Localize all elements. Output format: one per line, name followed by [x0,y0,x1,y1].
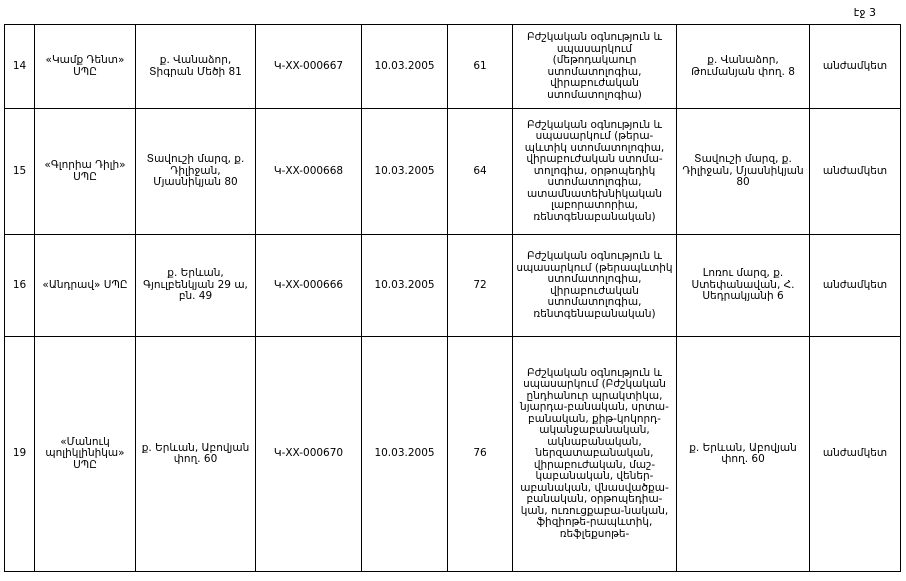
services-description: Բժշկական օգնություն և սպասարկում (մեթոդակաուր ստոմատոլոգիա, վիրաբուժական ստոմատոլոգիա) [513,25,677,109]
license-registry-table [4,24,901,572]
legal-address: ք. Երևան, Աբովյան փող. 60 [136,337,256,572]
license-number: Կ-XX-000667 [256,25,362,109]
services-description: Բժշկական օգնություն և սպասարկում (Բժշկական ընդհանուր պրակտիկա, նյարդա-բանական, սրտա-բանական, քիթ-կոկորդ-ականջաբանական, ակնաբանական, ներզատաբանական, վիրաբուժական, մաշ-կաբանական, վեներ-աբանական, վնասվածքա-բանական, օրթոպեդիա-կան, ուռուցքաբա-նական, ֆիզիոթե-րապևտիկ, ռեֆլեքսոթե- [513,337,677,572]
organization-name: «Կամք Դենտ» ՍՊԸ [35,25,136,109]
table-row [5,25,901,109]
organization-name: «Մանուկ պոլիկլինիկա» ՍՊԸ [35,337,136,572]
row-number: 19 [5,337,35,572]
decision-number: 76 [448,337,513,572]
license-number: Կ-XX-000668 [256,109,362,235]
table-row [5,235,901,337]
validity-term: անժամկետ [810,235,901,337]
row-number: 15 [5,109,35,235]
legal-address: ք. Երևան, Գյուլբենկյան 29 ա, բն. 49 [136,235,256,337]
legal-address: ք. Վանաձոր, Տիգրան Մեծի 81 [136,25,256,109]
issue-date: 10.03.2005 [362,109,448,235]
activity-location: ք. Երևան, Աբովյան փող. 60 [677,337,810,572]
issue-date: 10.03.2005 [362,235,448,337]
legal-address: Տավուշի մարզ, ք. Դիլիջան, Մյասնիկյան 80 [136,109,256,235]
activity-location: Տավուշի մարզ, ք. Դիլիջան, Մյասնիկյան 80 [677,109,810,235]
activity-location: ք. Վանաձոր, Թումանյան փող. 8 [677,25,810,109]
license-number: Կ-XX-000670 [256,337,362,572]
issue-date: 10.03.2005 [362,25,448,109]
activity-location: Լոռու մարզ, ք. Ստեփանավան, Հ. Սեդրակյանի 6 [677,235,810,337]
table-row [5,109,901,235]
decision-number: 72 [448,235,513,337]
services-description: Բժշկական օգնություն և սպասարկում (թերապևտիկ ստոմատոլոգիա, վիրաբուժական ստոմատոլոգիա, ռենտգենաբանական) [513,235,677,337]
validity-term: անժամկետ [810,25,901,109]
row-number: 14 [5,25,35,109]
organization-name: «Գլորիա Դիլի» ՍՊԸ [35,109,136,235]
page-number: էջ 3 [853,6,876,19]
services-description: Բժշկական օգնություն և սպասարկում (թերա-պևտիկ ստոմատոլոգիա, վիրաբուժական ստոմա-տոլոգիա, օրթոպեդիկ ստոմատոլոգիա, ատամնատեխնիկական լաբորատորիա, ռենտգենաբանական) [513,109,677,235]
issue-date: 10.03.2005 [362,337,448,572]
decision-number: 61 [448,25,513,109]
table-row [5,337,901,572]
organization-name: «Անդրավ» ՍՊԸ [35,235,136,337]
row-number: 16 [5,235,35,337]
decision-number: 64 [448,109,513,235]
validity-term: անժամկետ [810,109,901,235]
validity-term: անժամկետ [810,337,901,572]
license-number: Կ-XX-000666 [256,235,362,337]
